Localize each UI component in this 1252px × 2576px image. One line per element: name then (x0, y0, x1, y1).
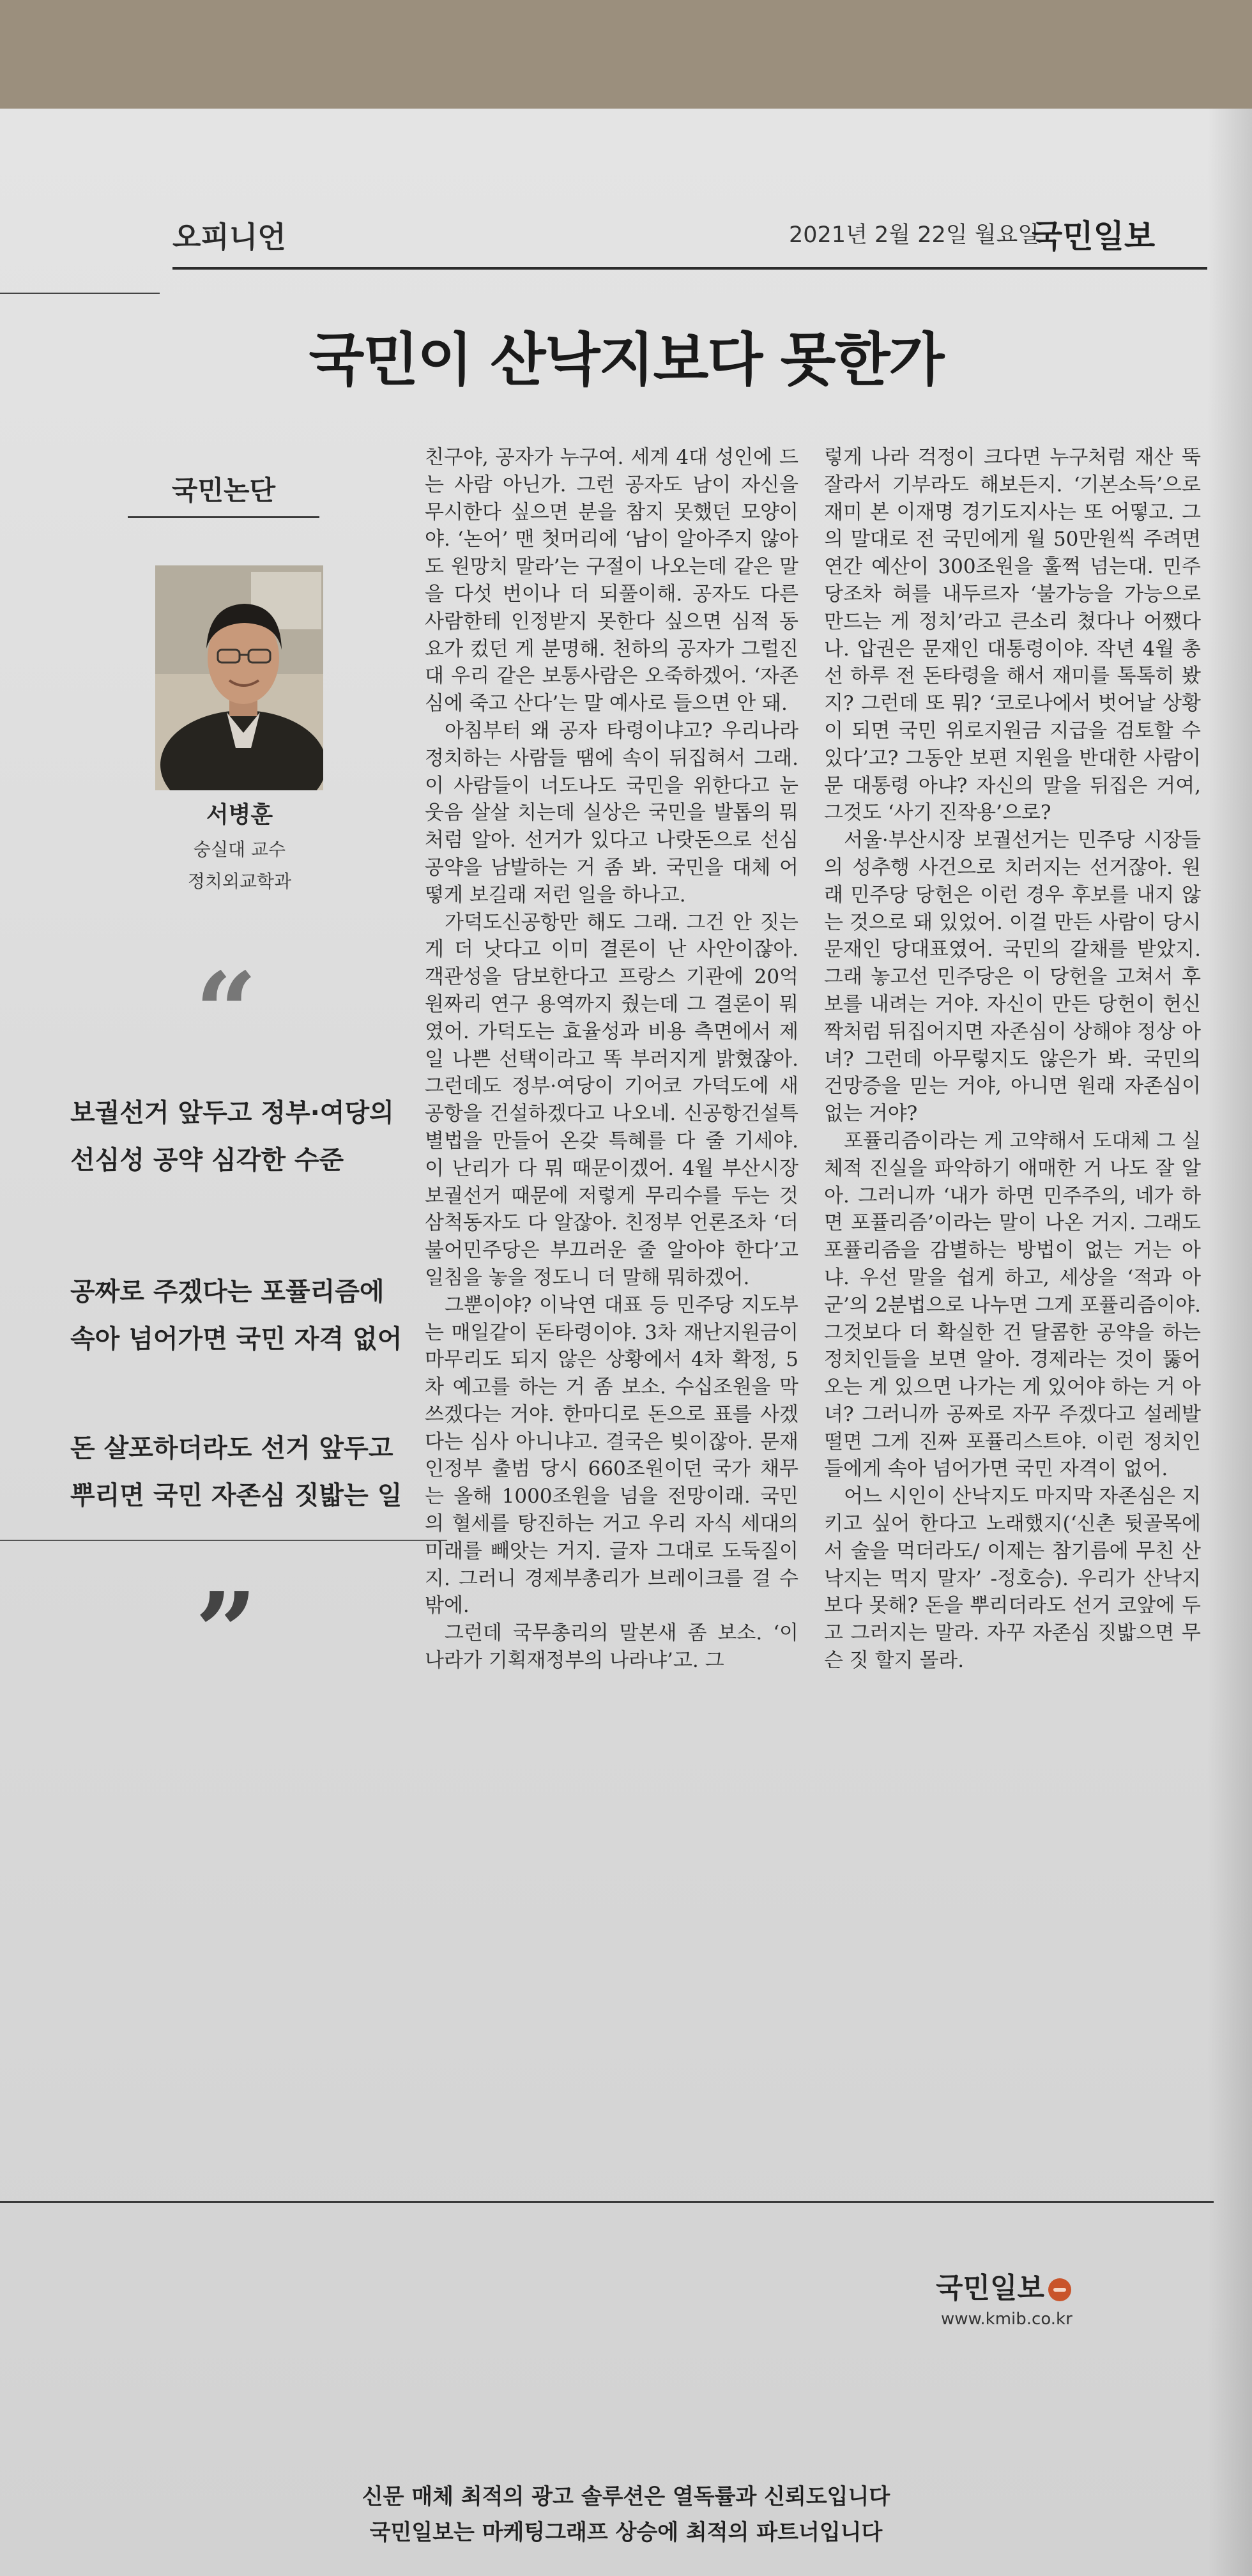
pull-quote-divider (0, 1540, 447, 1541)
author-affiliation: 숭실대 교수 (193, 839, 286, 860)
body-paragraph: 가덕도신공항만 해도 그래. 그건 안 짓는 게 더 낫다고 이미 결론이 난 사안이잖아. 객관성을 담보한다고 프랑스 기관에 20억원짜리 연구 용역까지 줬는데 그 결론이 뭐였어. 가덕도는 효율성과 비용 측면에서 제일 나쁜 선택이라고 똑 부러지게 밝혔잖아. 그런데도 정부·여당이 기어코 가덕도에 새 공항을 건설하겠다고 나오네. 신공항건설특별법을 만들어 온갖 특혜를 다 줄 기세야. 이 난리가 다 뭐 때문이겠어. 4월 부산시장 보궐선거 때문에 저렇게 무리수를 두는 것 삼척동자도 다 알잖아. 친정부 언론조차 ‘더불어민주당은 부끄러운 줄 알아야 한다’고 일침을 놓을 정도니 더 말해 뭐하겠어. (425, 910, 798, 1289)
ad-line: 국민일보는 마케팅그래프 상승에 최적의 파트너입니다 (369, 2520, 883, 2545)
column-name-rule (128, 516, 319, 518)
column-name: 국민논단 (171, 475, 276, 506)
header-rule (172, 267, 1207, 270)
author-department: 정치외교학과 (187, 871, 292, 892)
footer-url: www.kmib.co.kr (941, 2310, 1073, 2329)
footer-logo-text: 국민일보 (936, 2272, 1045, 2304)
advertisement (0, 2479, 1252, 2550)
section-name: 오피니언 (172, 220, 286, 254)
body-column-1 (425, 444, 798, 1675)
pull-quote-line: 보궐선거 앞두고 정부·여당의 (70, 1098, 394, 1128)
body-paragraph: 렇게 나라 걱정이 크다면 누구처럼 재산 뚝 잘라서 기부라도 해보든지. ‘기본소득’으로 재미 본 이재명 경기도지사는 또 어떻고. 그의 말대로 전 국민에게 월 50만원씩 주려면 연간 예산이 300조원을 훌쩍 넘는대. 민주당조차 혀를 내두르자 ‘불가능을 가능으로 만드는 게 정치’라고 큰소리 쳤다나 어쨌다나. 압권은 문재인 대통령이야. 작년 4월 총선 하루 전 돈타령을 해서 재미를 톡톡히 봤지? 그런데 또 뭐? ‘코로나에서 벗어날 상황이 되면 국민 위로지원금 지급을 검토할 수 있다’고? 그동안 보편 지원을 반대한 사람이 문 대통령 아냐? 자신의 말을 뒤집은 거여, 그것도 ‘사기 진작용’으로? (824, 446, 1201, 825)
author-name: 서병훈 (206, 802, 273, 828)
author-info (128, 790, 351, 893)
body-paragraph: 그뿐이야? 이낙연 대표 등 민주당 지도부는 매일같이 돈타령이야. 3차 재난지원금이 마무리도 되지 않은 상황에서 4차 확정, 5차 예고를 하는 거 좀 보소. 수십조원을 막 쓰겠다는 거야. 한마디로 돈으로 표를 사겠다는 심사 아니냐고. 결국은 빚이잖아. 문재인정부 출범 당시 660조원이던 국가 채무는 올해 1000조원을 넘을 전망이래. 국민의 혈세를 탕진하는 거고 우리 자식 세대의 미래를 빼앗는 거지. 글자 그대로 도둑질이지. 그러니 경제부총리가 브레이크를 걸 수밖에. (425, 1293, 798, 1618)
body-paragraph: 포퓰리즘이라는 게 고약해서 도대체 그 실체적 진실을 파악하기 애매한 거 나도 잘 알아. 그러니까 ‘내가 하면 민주주의, 네가 하면 포퓰리즘’이라는 말이 나온 거지. 그래도 포퓰리즘을 감별하는 방법이 없는 거는 아냐. 우선 말을 쉽게 하고, 세상을 ‘적과 아군’의 2분법으로 나누면 그게 포퓰리즘이야. 그것보다 더 확실한 건 달콤한 공약을 하는 정치인들을 보면 알아. 경제라는 것이 뚫어오는 게 있으면 나가는 게 있어야 하는 거 아녀? 그러니까 공짜로 자꾸 주겠다고 설레발 떨면 그게 진짜 포퓰리스트야. 이런 정치인들에게 속아 넘어가면 국민 자격이 없어. (824, 1129, 1201, 1481)
pull-quote-line: 속아 넘어가면 국민 자격 없어 (70, 1324, 402, 1354)
page-edge-shadow (1207, 109, 1252, 2576)
logo-mark-icon (1048, 2278, 1071, 2301)
body-paragraph: 그런데 국무총리의 말본새 좀 보소. ‘이 나라가 기획재정부의 나라냐’고. 그 (425, 1621, 798, 1673)
issue-date: 2021년 2월 22일 월요일 (789, 222, 1040, 248)
left-divider (0, 293, 160, 294)
ad-line: 신문 매체 최적의 광고 솔루션은 열독률과 신뢰도입니다 (362, 2484, 890, 2510)
pull-quote-line: 뿌리면 국민 자존심 짓밟는 일 (70, 1481, 402, 1510)
footer-logo (936, 2265, 1071, 2306)
body-paragraph: 서울·부산시장 보궐선거는 민주당 시장들의 성추행 사건으로 치러지는 선거잖아. 원래 민주당 당헌은 이런 경우 후보를 내지 않는 것으로 돼 있었어. 이걸 만든 사람이 당시 문재인 당대표였어. 국민의 갈채를 받았지. 그래 놓고선 민주당은 이 당헌을 고쳐서 후보를 내려는 거야. 자신이 만든 당헌이 헌신짝처럼 뒤집어지면 자존심이 상해야 정상 아녀? 그런데 아무렇지도 않은가 봐. 국민의 건망증을 믿는 거야, 아니면 원래 자존심이 없는 거야? (824, 829, 1201, 1126)
pull-quote (70, 1268, 428, 1363)
pull-quote-line: 공짜로 주겠다는 포퓰리즘에 (70, 1277, 385, 1307)
body-paragraph: 아침부터 왜 공자 타령이냐고? 우리나라 정치하는 사람들 땜에 속이 뒤집혀서 그래. 이 사람들이 너도나도 국민을 위한다고 눈웃음 살살 치는데 실상은 국민을 발톱의 뭐처럼 알아. 선거가 있다고 나랏돈으로 선심 공약을 남발하는 거 좀 봐. 국민을 대체 어떻게 보길래 저런 일을 하나고. (425, 719, 798, 907)
open-quote-mark: “ (195, 949, 257, 1077)
newspaper-brand: 국민일보 (1032, 218, 1156, 255)
body-paragraph: 친구야, 공자가 누구여. 세계 4대 성인에 드는 사람 아닌가. 그런 공자도 남이 자신을 무시한다 싶으면 분을 참지 못했던 모양이야. ‘논어’ 맨 첫머리에 ‘남이 알아주지 않아도 원망치 말라’는 구절이 나오는데 같은 말을 다섯 번이나 더 되풀이해. 공자도 다른 사람한테 인정받지 못한다 싶으면 심적 동요가 컸던 게 분명해. 천하의 공자가 그럴진대 우리 같은 보통사람은 오죽하겠어. ‘자존심에 죽고 산다’는 말 예사로 들으면 안 돼. (425, 446, 798, 716)
body-column-2 (824, 444, 1201, 1675)
headline: 국민이 산낙지보다 못한가 (309, 326, 943, 394)
body-paragraph: 어느 시인이 산낙지도 마지막 자존심은 지키고 싶어 한다고 노래했지(‘신촌 뒷골목에서 술을 먹더라도/ 이제는 참기름에 무친 산낙지는 먹지 말자’ -정호승). 우리가 산낙지보다 못해? 돈을 뿌리더라도 선거 코앞에 두고 그러지는 말라. 자꾸 자존심 짓밟으면 무슨 짓 할지 몰라. (824, 1485, 1201, 1673)
pull-quote (70, 1425, 428, 1519)
close-quote-mark: ” (195, 1568, 257, 1696)
author-photo (155, 565, 323, 790)
article-bottom-rule (0, 2201, 1214, 2203)
pull-quote-line: 선심성 공약 심각한 수준 (70, 1146, 344, 1175)
pull-quote-line: 돈 살포하더라도 선거 앞두고 (70, 1434, 393, 1463)
pull-quote (70, 1089, 428, 1184)
